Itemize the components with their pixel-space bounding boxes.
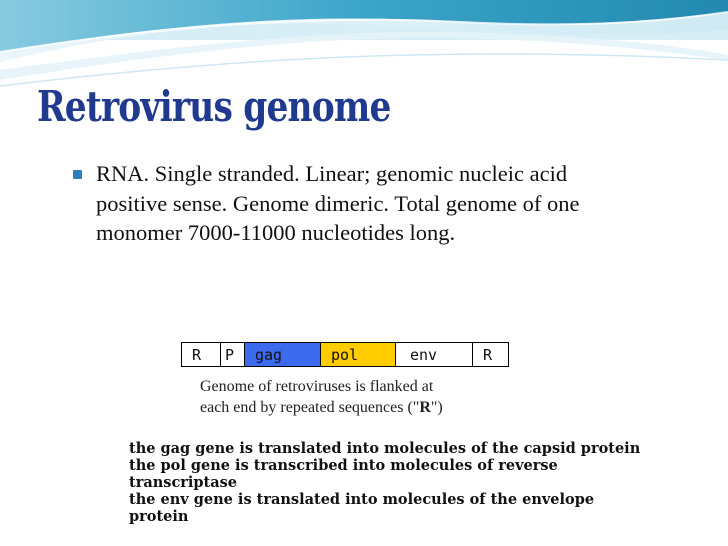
note-line: the gag gene is translated into molecules of the capsid protein [129, 440, 641, 457]
genome-diagram [181, 342, 509, 367]
bullet-line-1: RNA. Single stranded. Linear; genomic nucleic acid [96, 161, 568, 186]
note-line: the env gene is translated into molecules of the envelope [129, 491, 595, 508]
segment-p [221, 343, 245, 366]
bullet-line-2: positive sense. Genome dimeric. Total genome of one [96, 190, 580, 216]
header-wave-decoration [0, 0, 728, 92]
slide-title: Retrovirus genome [37, 82, 391, 131]
note-line: protein [129, 508, 189, 525]
caption-line-2 [200, 397, 443, 418]
segment-label: R [483, 345, 493, 364]
segment-gag [245, 343, 321, 366]
diagram-caption [200, 376, 443, 418]
bullet-marker-icon [73, 170, 82, 179]
segment-label: gag [255, 345, 283, 364]
gene-notes [129, 440, 709, 525]
note-line: transcriptase [129, 474, 238, 491]
segment-label: env [410, 345, 438, 364]
bullet-line-3: monomer 7000-11000 nucleotides long. [96, 220, 456, 245]
caption-text: ") [430, 399, 443, 416]
segment-env [396, 343, 473, 366]
note-line: the pol gene is transcribed into molecules of reverse [129, 457, 558, 474]
caption-line-1: Genome of retroviruses is flanked at [200, 378, 434, 395]
caption-bold-r: R [419, 399, 431, 416]
caption-text: each end by repeated sequences (" [200, 399, 420, 416]
segment-label: pol [331, 345, 359, 364]
bullet-text [96, 159, 696, 248]
segment-r-right [473, 343, 508, 366]
segment-label: P [225, 345, 235, 364]
segment-pol [321, 343, 396, 366]
segment-label: R [192, 345, 202, 364]
segment-r-left [182, 343, 221, 366]
